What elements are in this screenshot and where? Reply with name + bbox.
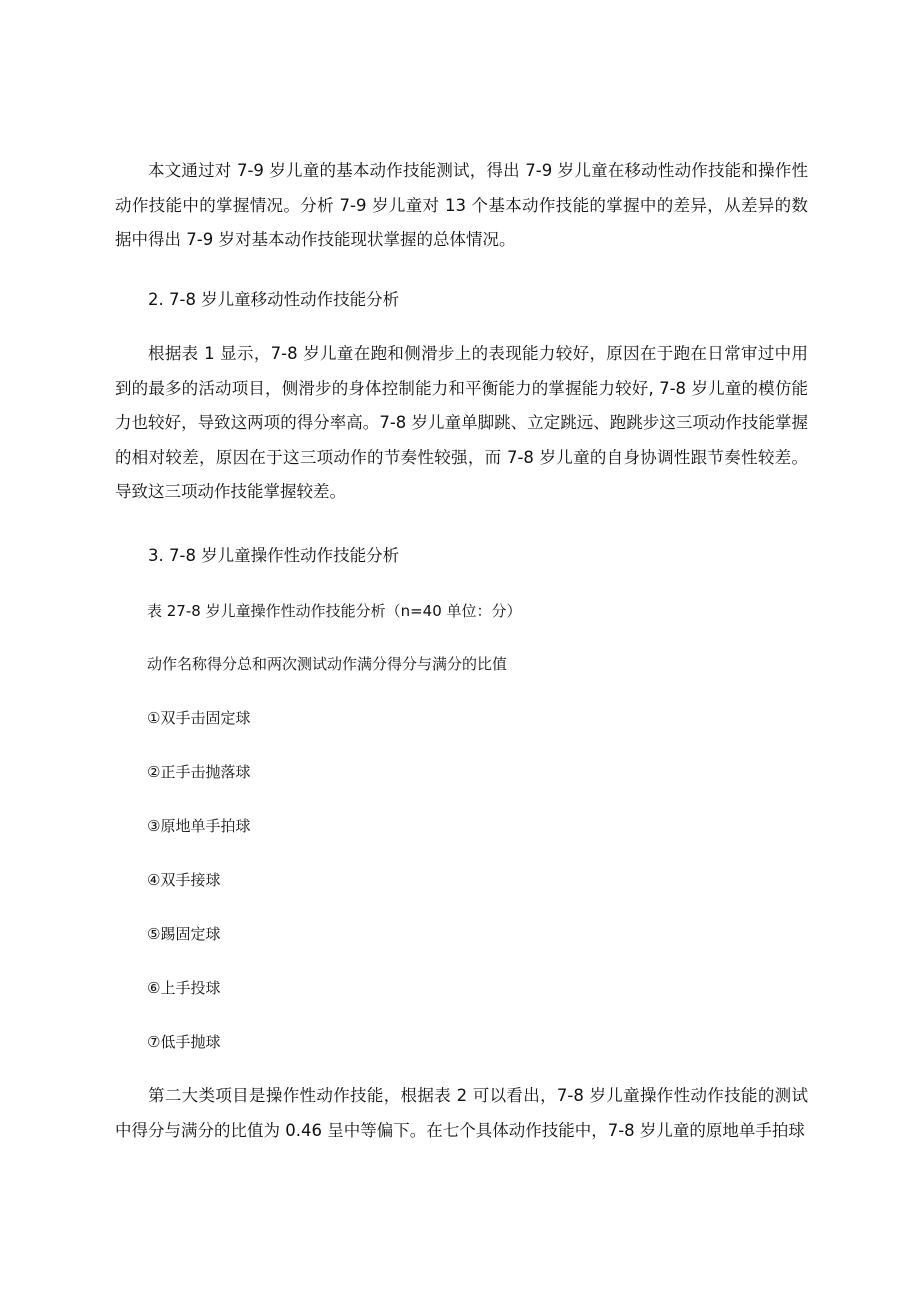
list-item: ⑦低手抛球 [147,1033,221,1051]
table-header: 动作名称得分总和两次测试动作满分得分与满分的比值 [147,655,508,673]
list-item: ④双手接球 [147,871,221,889]
section-2-heading: 2. 7-8 岁儿童移动性动作技能分析 [148,290,400,309]
list-item: ⑤踢固定球 [147,925,221,943]
list-item: ②正手击抛落球 [147,763,251,781]
section-2-paragraph: 根据表 1 显示，7-8 岁儿童在跑和侧滑步上的表现能力较好，原因在于跑在日常审过中用到的最多的活动项目，侧滑步的身体控制能力和平衡能力的掌握能力较好, 7-8 岁儿童的模仿能力也较好，导致这两项的得分率高。7-8 岁儿童单脚跳、立定跳远、跑跳步这三项动作技能掌握的相对较差，原因在于这三项动作的节奏性较强，而 7-8 岁儿童的自身协调性跟节奏性较差。导致这三项动作技能掌握较差。 [115,344,808,501]
table-caption: 表 27-8 岁儿童操作性动作技能分析（n=40 单位：分） [147,602,522,620]
section-3-heading: 3. 7-8 岁儿童操作性动作技能分析 [148,546,400,565]
closing-paragraph: 第二大类项目是操作性动作技能，根据表 2 可以看出，7-8 岁儿童操作性动作技能的测试中得分与满分的比值为 0.46 呈中等偏下。在七个具体动作技能中，7-8 岁儿童的原地单手拍球 [115,1086,808,1140]
list-item: ③原地单手拍球 [147,817,251,835]
intro-paragraph: 本文通过对 7-9 岁儿童的基本动作技能测试，得出 7-9 岁儿童在移动性动作技能和操作性动作技能中的掌握情况。分析 7-9 岁儿童对 13 个基本动作技能的掌握中的差异，从差异的数据中得出 7-9 岁对基本动作技能现状掌握的总体情况。 [115,161,808,249]
list-item: ①双手击固定球 [147,709,251,727]
list-item: ⑥上手投球 [147,979,221,997]
